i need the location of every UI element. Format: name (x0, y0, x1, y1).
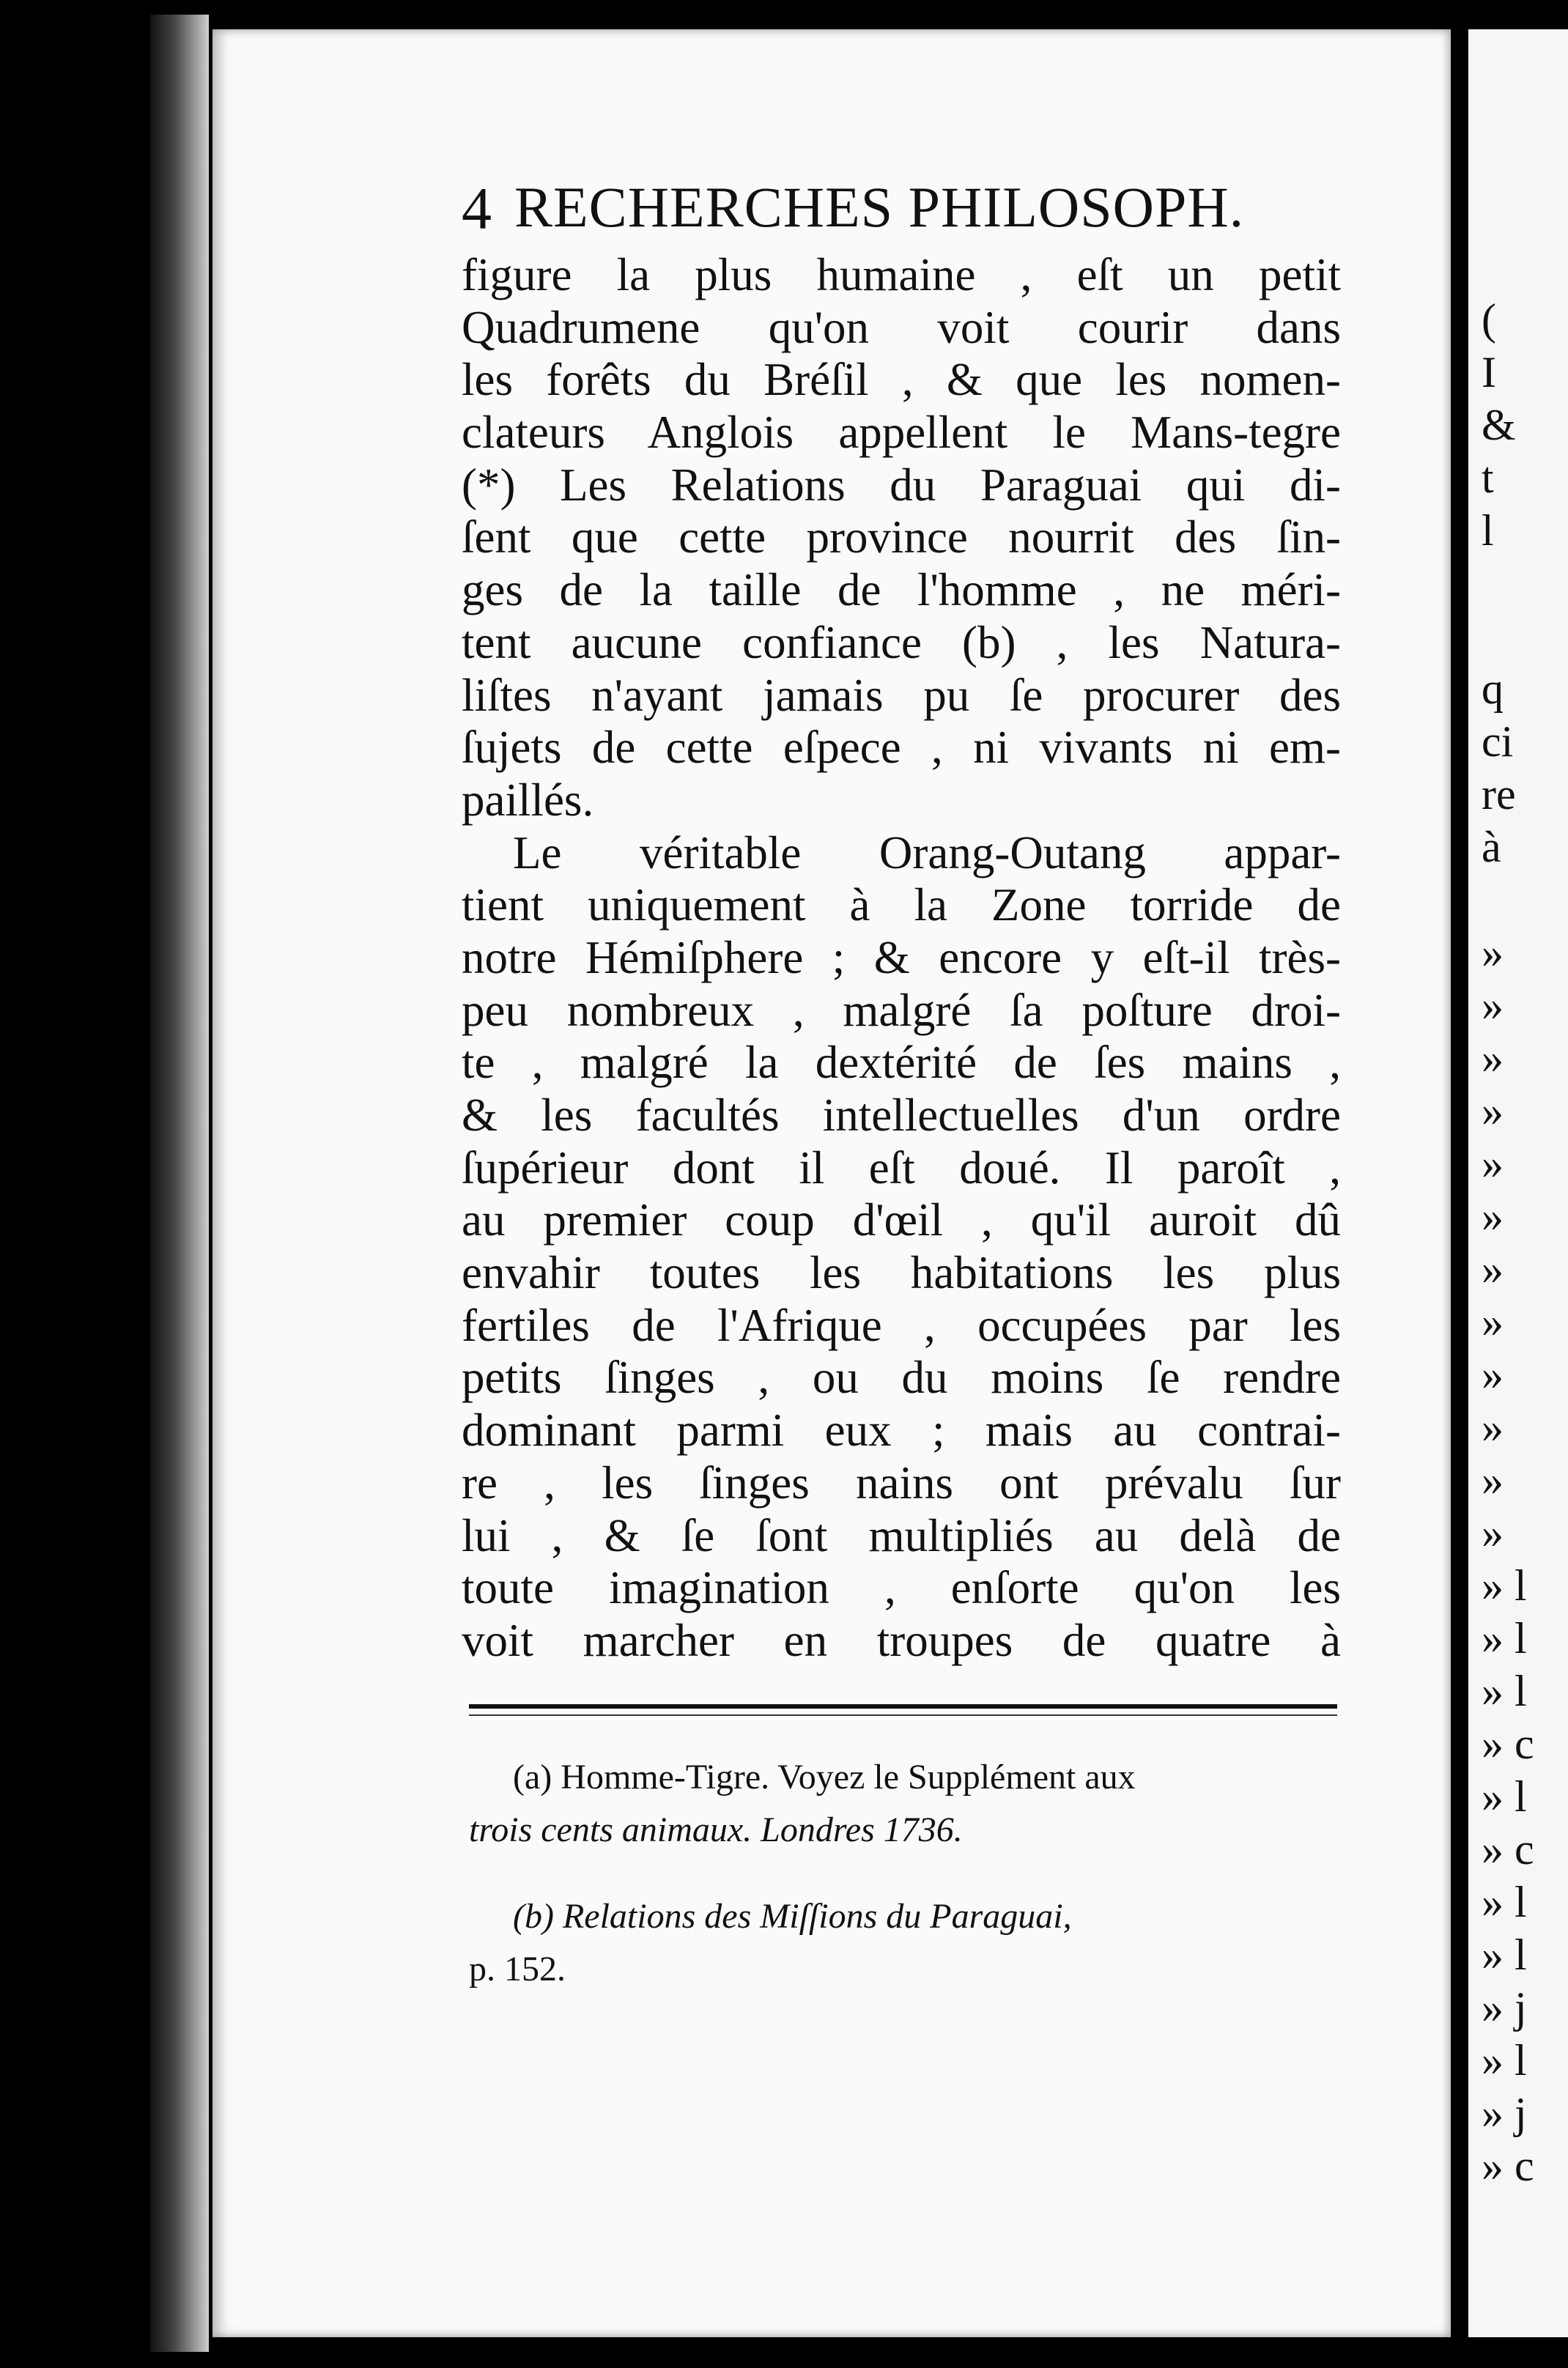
next-page-fragment (1482, 557, 1534, 610)
next-page-fragment: » l (1482, 1878, 1527, 1926)
text-line: lui , & ſe ſont multipliés au delà de (462, 1509, 1341, 1561)
text-line: envahir toutes les habitations les plus (462, 1247, 1341, 1299)
text-line: tient uniquement à la Zone torride de (462, 879, 1341, 931)
text-line: notre Hémiſphere ; & encore y eſt-il très- (462, 931, 1341, 983)
next-page-fragment: & (1482, 401, 1516, 449)
previous-page-edge (150, 15, 209, 2352)
text-line: figure la plus humaine , eſt un petit (462, 249, 1341, 300)
text-line: re , les ſinges nains ont prévalu ſur (462, 1457, 1341, 1509)
text-line: toute imagination , enſorte qu'on les (462, 1562, 1341, 1614)
next-page-fragment: » l (1482, 1614, 1527, 1662)
text-line: Le véritable Orang-Outang appar- (513, 826, 1341, 878)
text-line: fertiles de l'Afrique , occupées par les (462, 1299, 1341, 1351)
text-line: ſujets de cette eſpece , ni vivants ni em- (462, 722, 1341, 774)
footnote-separator-rule (469, 1704, 1337, 1709)
text-line: voit marcher en troupes de quatre à (462, 1614, 1341, 1666)
text-line: Quadrumene qu'on voit courir dans (462, 301, 1341, 353)
footnote-b-line: p. 152. (469, 1950, 566, 1988)
body-text (462, 249, 1341, 1668)
next-page-fragment: re (1482, 770, 1516, 818)
text-line: les forêts du Bréſil , & que les nomen- (462, 354, 1341, 406)
text-line: te , malgré la dextérité de ſes mains , (462, 1037, 1341, 1089)
next-page-fragment: » c (1482, 1720, 1534, 1768)
next-page-fragment: » l (1482, 1667, 1527, 1715)
footnotes (469, 1751, 1337, 1996)
next-page-fragment: ( (1482, 295, 1496, 344)
text-line: clateurs Anglois appellent le Mans-tegre (462, 407, 1341, 459)
next-page-fragments (1482, 293, 1534, 2192)
next-page-fragment: » (1482, 1245, 1504, 1293)
text-line: dominant parmi eux ; mais au contrai- (462, 1405, 1341, 1457)
next-page-fragment: l (1482, 506, 1494, 555)
next-page-fragment: t (1482, 454, 1494, 502)
text-line: (*) Les Relations du Paraguai qui di- (462, 459, 1341, 511)
text-line: paillés. (462, 774, 594, 826)
text-line: peu nombreux , malgré ſa poſture droi- (462, 984, 1341, 1036)
text-line: ſupérieur dont il eſt doué. Il paroît , (462, 1142, 1341, 1194)
next-page-fragment: » (1482, 1350, 1504, 1399)
footnote-separator-rule-thin (469, 1714, 1337, 1716)
next-page-fragment: » (1482, 1192, 1504, 1240)
next-page-fragment: » l (1482, 1561, 1527, 1610)
footnote-a-line: (a) Homme-Tigre. Voyez le Supplément aux (513, 1758, 1136, 1797)
text-line: ges de la taille de l'homme , ne méri- (462, 564, 1341, 616)
next-page-fragment: à (1482, 823, 1501, 871)
next-page-fragment: » (1482, 1509, 1504, 1557)
footnote-b-line: (b) Relations des Miſſions du Paraguai, (513, 1897, 1072, 1936)
next-page-fragment: q (1482, 665, 1504, 713)
text-line: au premier coup d'œil , qu'il auroit dû (462, 1194, 1341, 1246)
running-header (462, 174, 1341, 243)
next-page-fragment: » l (1482, 1772, 1527, 1821)
next-page-fragment: I (1482, 348, 1496, 396)
text-line: petits ſinges , ou du moins ſe rendre (462, 1352, 1341, 1404)
next-page-fragment: » l (1482, 2036, 1527, 2084)
next-page-fragment: » j (1482, 1983, 1527, 2032)
next-page-fragment: » (1482, 981, 1504, 1029)
text-line: tent aucune confiance (b) , les Natura- (462, 616, 1341, 668)
text-line: liſtes n'ayant jamais pu ſe procurer des (462, 669, 1341, 721)
text-line: ſent que cette province nourrit des ſin- (462, 511, 1341, 563)
next-page-fragment: » c (1482, 2142, 1534, 2190)
footnote-a-line: trois cents animaux. Londres 1736. (469, 1810, 963, 1849)
next-page-fragment: » j (1482, 2089, 1527, 2137)
next-page-fragment: » (1482, 1087, 1504, 1135)
next-page-fragment: ci (1482, 717, 1514, 766)
next-page-fragment: » l (1482, 1931, 1527, 1979)
next-page-fragment: » (1482, 1298, 1504, 1346)
next-page-fragment: » c (1482, 1825, 1534, 1873)
next-page-fragment (1482, 610, 1534, 662)
next-page-fragment: » (1482, 1403, 1504, 1451)
text-line: & les facultés intellectuelles d'un ordre (462, 1089, 1341, 1141)
next-page-edge (1468, 29, 1568, 2337)
next-page-fragment: » (1482, 1139, 1504, 1188)
next-page-fragment (1482, 873, 1534, 926)
next-page-fragment: » (1482, 1456, 1504, 1504)
page-number: 4 (462, 175, 492, 242)
next-page-fragment: » (1482, 928, 1504, 977)
next-page-fragment: » (1482, 1034, 1504, 1082)
book-gutter (1451, 29, 1468, 2337)
running-title: RECHERCHES PHILOSOPH. (514, 175, 1245, 239)
